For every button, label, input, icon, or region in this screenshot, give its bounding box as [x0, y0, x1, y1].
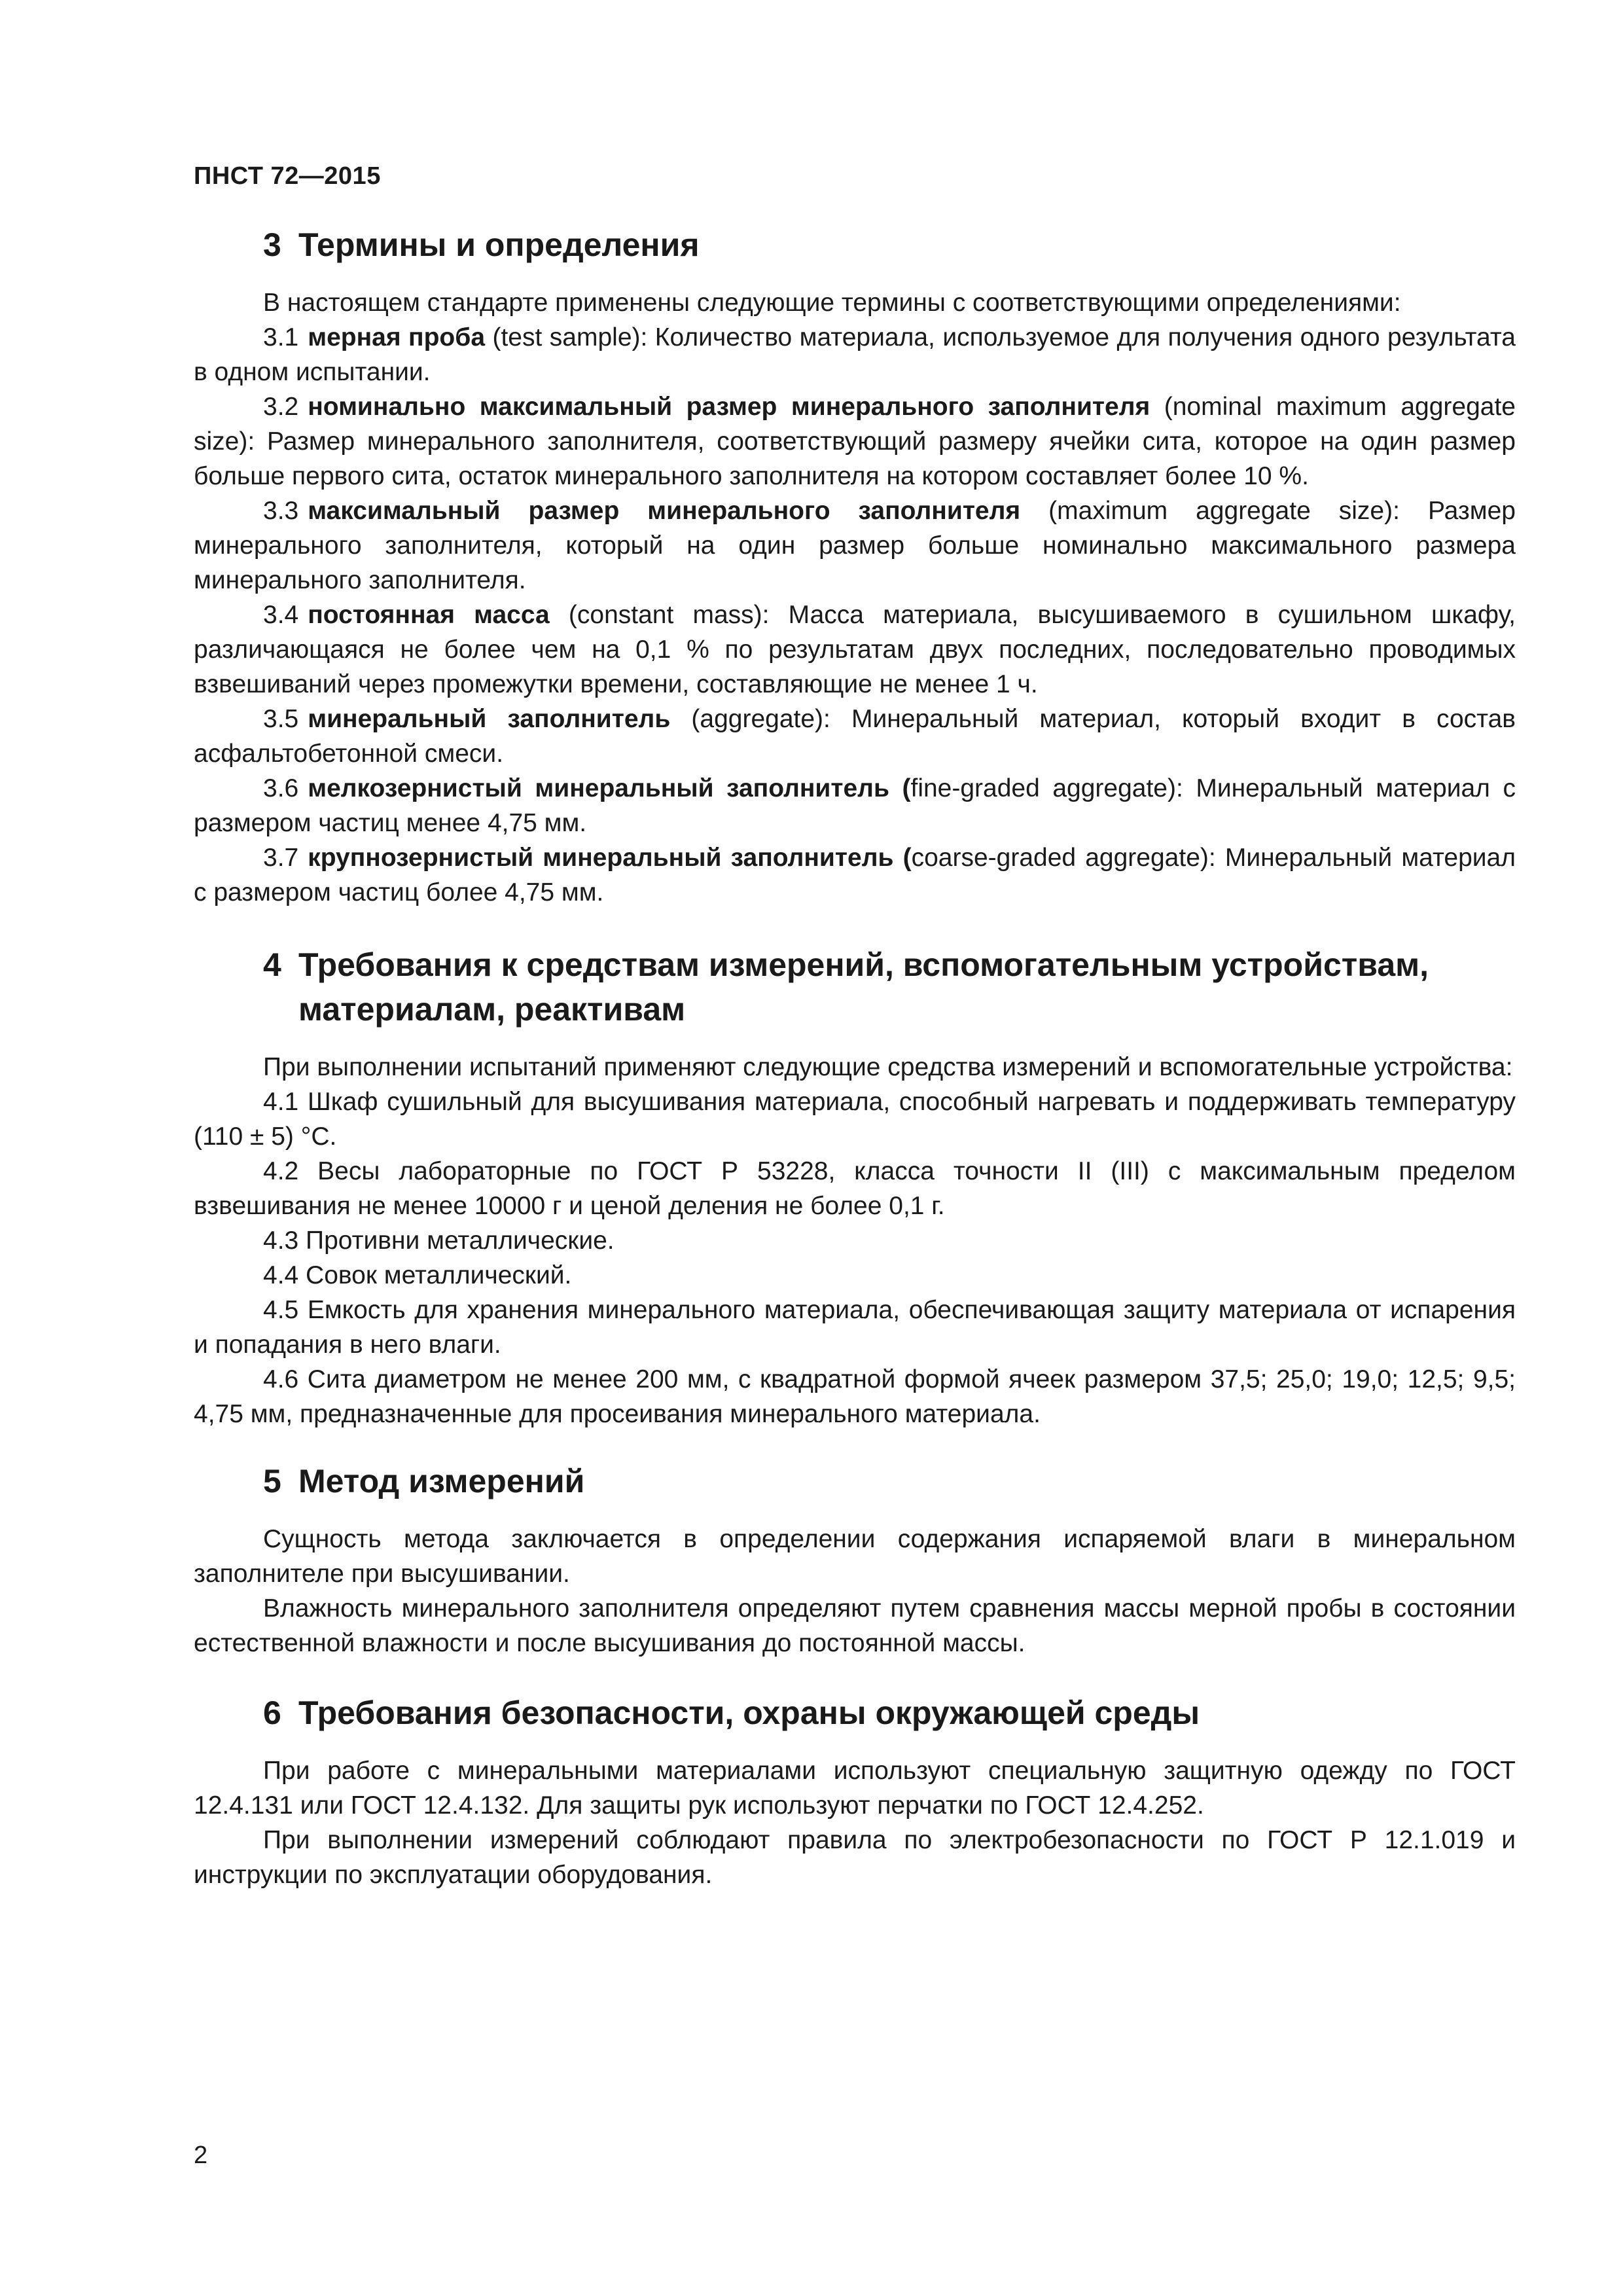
section-5-number: 5 — [263, 1463, 281, 1499]
section-5-heading — [194, 1459, 1516, 1503]
item-4-4: 4.4 Совок металлический. — [263, 1261, 572, 1289]
term-number: 3.6 — [263, 774, 299, 802]
term-number: 3.2 — [263, 393, 299, 421]
term-3-7 — [194, 840, 1516, 910]
section-5-title: Метод измерений — [298, 1463, 585, 1499]
term-definition: coarse-graded aggregate): Минеральный материал с размером частиц более 4,75 мм. — [194, 844, 1516, 906]
section-6-number: 6 — [263, 1695, 281, 1731]
section-3-heading — [194, 223, 1516, 267]
section-4-number: 4 — [263, 946, 281, 983]
term-name: мелкозернистый минеральный заполнитель ( — [308, 774, 911, 802]
section-5-paragraph: Влажность минерального заполнителя определяют путем сравнения массы мерной пробы в состоянии естественной влажности и после высушивания до постоянной массы. — [194, 1594, 1516, 1657]
term-number: 3.3 — [263, 497, 299, 525]
section-5-paragraph: Сущность метода заключается в определении содержания испаряемой влаги в минеральном заполнителе при высушивании. — [194, 1525, 1516, 1588]
term-name: минеральный заполнитель — [308, 705, 671, 733]
term-definition: (test sample): Количество материала, используемое для получения одного результата в одном испытании. — [194, 323, 1516, 386]
term-name: номинально максимальный размер минерального заполнителя — [308, 393, 1150, 421]
term-number: 3.4 — [263, 601, 299, 629]
item-4-3: 4.3 Противни металлические. — [263, 1227, 615, 1255]
item-4-2: 4.2 Весы лабораторные по ГОСТ Р 53228, класса точности II (III) с максимальным пределом взвешивания не менее 10000 г и ценой деления не более 0,1 г. — [194, 1157, 1516, 1220]
section-3-number: 3 — [263, 226, 281, 263]
section-6-paragraph: При выполнении измерений соблюдают правила по электробезопасности по ГОСТ Р 12.1.019 и инструкции по эксплуатации оборудования. — [194, 1826, 1516, 1889]
document-page — [194, 0, 1516, 2296]
section-4-heading — [194, 942, 1516, 1031]
term-3-3 — [194, 493, 1516, 598]
section-6-paragraph: При работе с минеральными материалами используют специальную защитную одежду по ГОСТ 12.4.131 или ГОСТ 12.4.132. Для защиты рук используют перчатки по ГОСТ 12.4.252. — [194, 1757, 1516, 1820]
document-code: ПНСТ 72—2015 — [194, 162, 381, 190]
term-3-2 — [194, 389, 1516, 493]
section-4-intro: При выполнении испытаний применяют следующие средства измерений и вспомогательные устройства: — [263, 1053, 1513, 1081]
item-4-6: 4.6 Сита диаметром не менее 200 мм, с квадратной формой ячеек размером 37,5; 25,0; 19,0; 12,5; 9,5; 4,75 мм, предназначенные для просеивания минерального материала. — [194, 1365, 1516, 1428]
section-3-title: Термины и определения — [298, 226, 700, 263]
item-4-1: 4.1 Шкаф сушильный для высушивания материала, способный нагревать и поддерживать температуру (110 ± 5) °С. — [194, 1088, 1516, 1151]
document-body — [194, 223, 1516, 1892]
term-number: 3.7 — [263, 844, 299, 872]
term-3-5 — [194, 702, 1516, 771]
term-3-1 — [194, 320, 1516, 389]
term-definition: (aggregate): Минеральный материал, который входит в состав асфальтобетонной смеси. — [194, 705, 1516, 768]
section-3-intro: В настоящем стандарте применены следующие термины с соответствующими определениями: — [263, 289, 1401, 317]
item-4-5: 4.5 Емкость для хранения минерального материала, обеспечивающая защиту материала от испарения и попадания в него влаги. — [194, 1296, 1516, 1359]
term-3-6 — [194, 771, 1516, 840]
term-number: 3.1 — [263, 323, 299, 351]
term-3-4 — [194, 598, 1516, 702]
section-6-heading — [194, 1691, 1516, 1735]
term-definition: (constant mass): Масса материала, высушиваемого в сушильном шкафу, различающаяся не более чем на 0,1 % по результатам двух последних, последовательно проводимых взвешиваний через промежутки времени, составляющие не менее 1 ч. — [194, 601, 1516, 698]
term-definition: (nominal maximum aggregate size): Размер минерального заполнителя, соответствующий размеру ячейки сита, которое на один размер больше первого сита, остаток минерального заполнителя на котором составляет более 10 %. — [194, 393, 1516, 490]
term-name: крупнозернистый минеральный заполнитель ( — [308, 844, 912, 872]
term-definition: fine-graded aggregate): Минеральный материал с размером частиц менее 4,75 мм. — [194, 774, 1516, 837]
term-name: максимальный размер минерального заполнителя — [308, 497, 1021, 525]
section-6-title: Требования безопасности, охраны окружающей среды — [298, 1695, 1200, 1731]
term-definition: (maximum aggregate size): Размер минерального заполнителя, который на один размер больше номинально максимального размера минерального заполнителя. — [194, 497, 1516, 594]
term-name: постоянная масса — [308, 601, 550, 629]
page-number: 2 — [194, 2142, 208, 2169]
section-4-title: Требования к средствам измерений, вспомогательным устройствам, материалам, реактивам — [298, 946, 1429, 1028]
term-name: мерная проба — [308, 323, 486, 351]
term-number: 3.5 — [263, 705, 299, 733]
